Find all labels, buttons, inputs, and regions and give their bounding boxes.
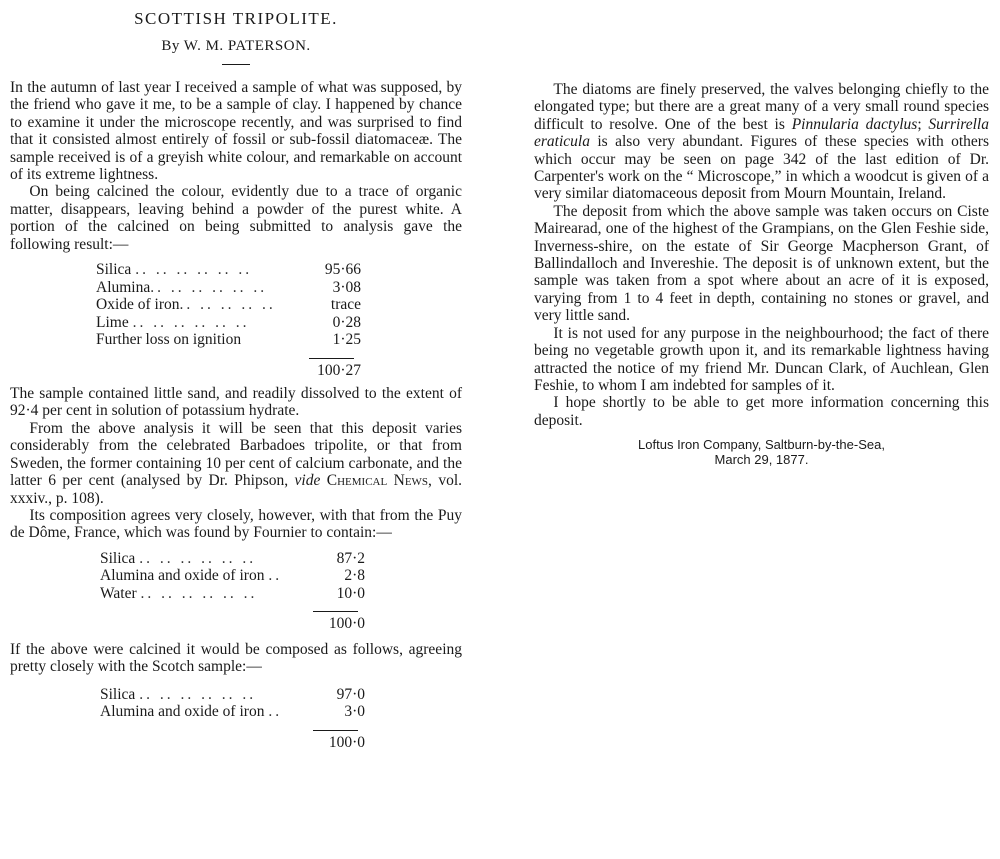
total-rule (313, 611, 358, 612)
total-rule (309, 358, 354, 359)
table-row (96, 331, 462, 349)
journal-name: Chemical News (320, 472, 429, 490)
row-value: 95·66 (324, 261, 361, 279)
paragraph-intro: In the autumn of last year I received a sample of what was supposed, by the friend who gave it me, to be a sample of clay. I happened by chance to examine it under the microscope recently, and was surprised to find that it consisted almost entirely of fossil or sub-fossil diatomaceæ. The sample received is of a greyish white colour, and remarkable on account of its extreme lightness. (10, 79, 462, 184)
row-label: Alumina and oxide of iron (100, 567, 265, 585)
row-value: 10·0 (336, 584, 365, 602)
species-name: Pinnularia dactylus (791, 115, 918, 133)
row-label: Lime (96, 313, 129, 331)
table-row: Water .. .. .. .. .. .. 10·0 (100, 584, 365, 602)
analysis-table-1 (96, 261, 462, 379)
row-value: 3·08 (332, 278, 361, 296)
title-divider (222, 64, 250, 65)
row-label: Oxide of iron (96, 296, 180, 314)
total-rule (313, 730, 358, 731)
row-label: Alumina and oxide of iron (100, 703, 265, 721)
signature-place: Loftus Iron Company, Saltburn-by-the-Sea, (638, 437, 885, 453)
analysis-table-2 (100, 550, 462, 633)
paragraph-comparison: From the above analysis it will be seen that this deposit varies considerably from the celebrated Barbadoes tripolite, or that from Sweden, the former containing 10 per cent of calcium carbonate, and the latter 6 per cent (analysed by Dr. Phipson, vide Chemical News, vol. xxxiv., p. 108). (10, 419, 463, 507)
row-value: 1·25 (332, 331, 361, 349)
analysis-table-3 (100, 686, 462, 752)
species-name: Surrirella eraticula (534, 115, 989, 151)
row-label: Further loss on ignition (96, 331, 242, 349)
row-value: 97·0 (336, 685, 365, 703)
table-total: 100·0 (328, 733, 365, 751)
row-value: trace (330, 296, 361, 314)
right-column (534, 0, 989, 467)
row-label: Silica (96, 261, 132, 279)
table-total: 100·27 (317, 361, 361, 379)
row-label: Silica (100, 685, 136, 703)
article-byline: By W. M. PATERSON. (161, 38, 311, 54)
left-column (10, 0, 462, 751)
row-value: 2·8 (344, 567, 365, 585)
row-label: Alumina (96, 278, 151, 296)
row-value: 0·28 (332, 313, 361, 331)
paragraph-sand: The sample contained little sand, and readily dissolved to the extent of 92·4 per cent in solution of potassium hydrate. (10, 385, 462, 420)
row-value: 87·2 (336, 549, 365, 567)
table-row: Alumina and oxide of iron .. 3·0 (100, 703, 365, 721)
paragraph-calcined: If the above were calcined it would be composed as follows, agreeing pretty closely with the Scotch sample:— (10, 640, 462, 676)
paragraph-closing: I hope shortly to be able to get more information concerning this deposit. (534, 394, 989, 429)
table-row: Oxide of iron.. .. .. .. .. trace (96, 296, 361, 314)
table-row: Silica .. .. .. .. .. .. 87·2 (100, 549, 365, 567)
signature-date: March 29, 1877. (714, 452, 809, 468)
article-title: SCOTTISH TRIPOLITE. (134, 9, 338, 28)
table-row: Alumina and oxide of iron .. 2·8 (100, 567, 365, 585)
table-row: Silica .. .. .. .. .. .. 97·0 (100, 685, 365, 703)
paragraph-calcination: On being calcined the colour, evidently due to a trace of organic matter, disappears, leaving behind a powder of the purest white. A portion of the calcined on being submitted to analysis gave the following result:— (10, 183, 462, 253)
table-total: 100·0 (328, 615, 365, 633)
row-label: Water (100, 584, 137, 602)
paragraph-usage: It is not used for any purpose in the neighbourhood; the fact of there being no vegetable growth upon it, and its remarkable lightness having attracted the notice of my friend Mr. Duncan Clark, of Auchlean, Glen Feshie, to whom I am indebted for samples of it. (534, 324, 989, 394)
table-row: Alumina.. .. .. .. .. .. 3·08 (96, 278, 361, 296)
paragraph-puy-de-dome: Its composition agrees very closely, however, with that from the Puy de Dôme, France, which was found by Fournier to contain:— (10, 506, 462, 542)
paragraph-diatoms: The diatoms are finely preserved, the valves belonging chiefly to the elongated type; but there are a great many of a very small round species difficult to resolve. One of the best is Pinnularia dactylus; Surrirella eraticula is also very abundant. Figures of these species with others which occur may be seen on page 342 of the last edition of Dr. Carpenter's work on the “ Microscope,” in which a woodcut is given of a very similar diatomaceous deposit from Mourn Mountain, Ireland. (534, 81, 989, 203)
row-value: 3·0 (344, 703, 365, 721)
signature (534, 437, 989, 467)
row-label: Silica (100, 549, 136, 567)
table-row: Silica .. .. .. .. .. .. 95·66 (96, 261, 361, 279)
table-row: Lime .. .. .. .. .. .. 0·28 (96, 313, 361, 331)
paragraph-deposit-location: The deposit from which the above sample was taken occurs on Ciste Mairearad, one of the highest of the Grampians, on the Glen Feshie side, Inverness-shire, on the estate of Sir George Macpherson Grant, of Ballindalloch and Invereshie. The deposit is of unknown extent, but the sample was taken from a spot where about an acre of it is exposed, varying from 1 to 4 feet in depth, containing no stones or gravel, and very little sand. (534, 202, 989, 325)
